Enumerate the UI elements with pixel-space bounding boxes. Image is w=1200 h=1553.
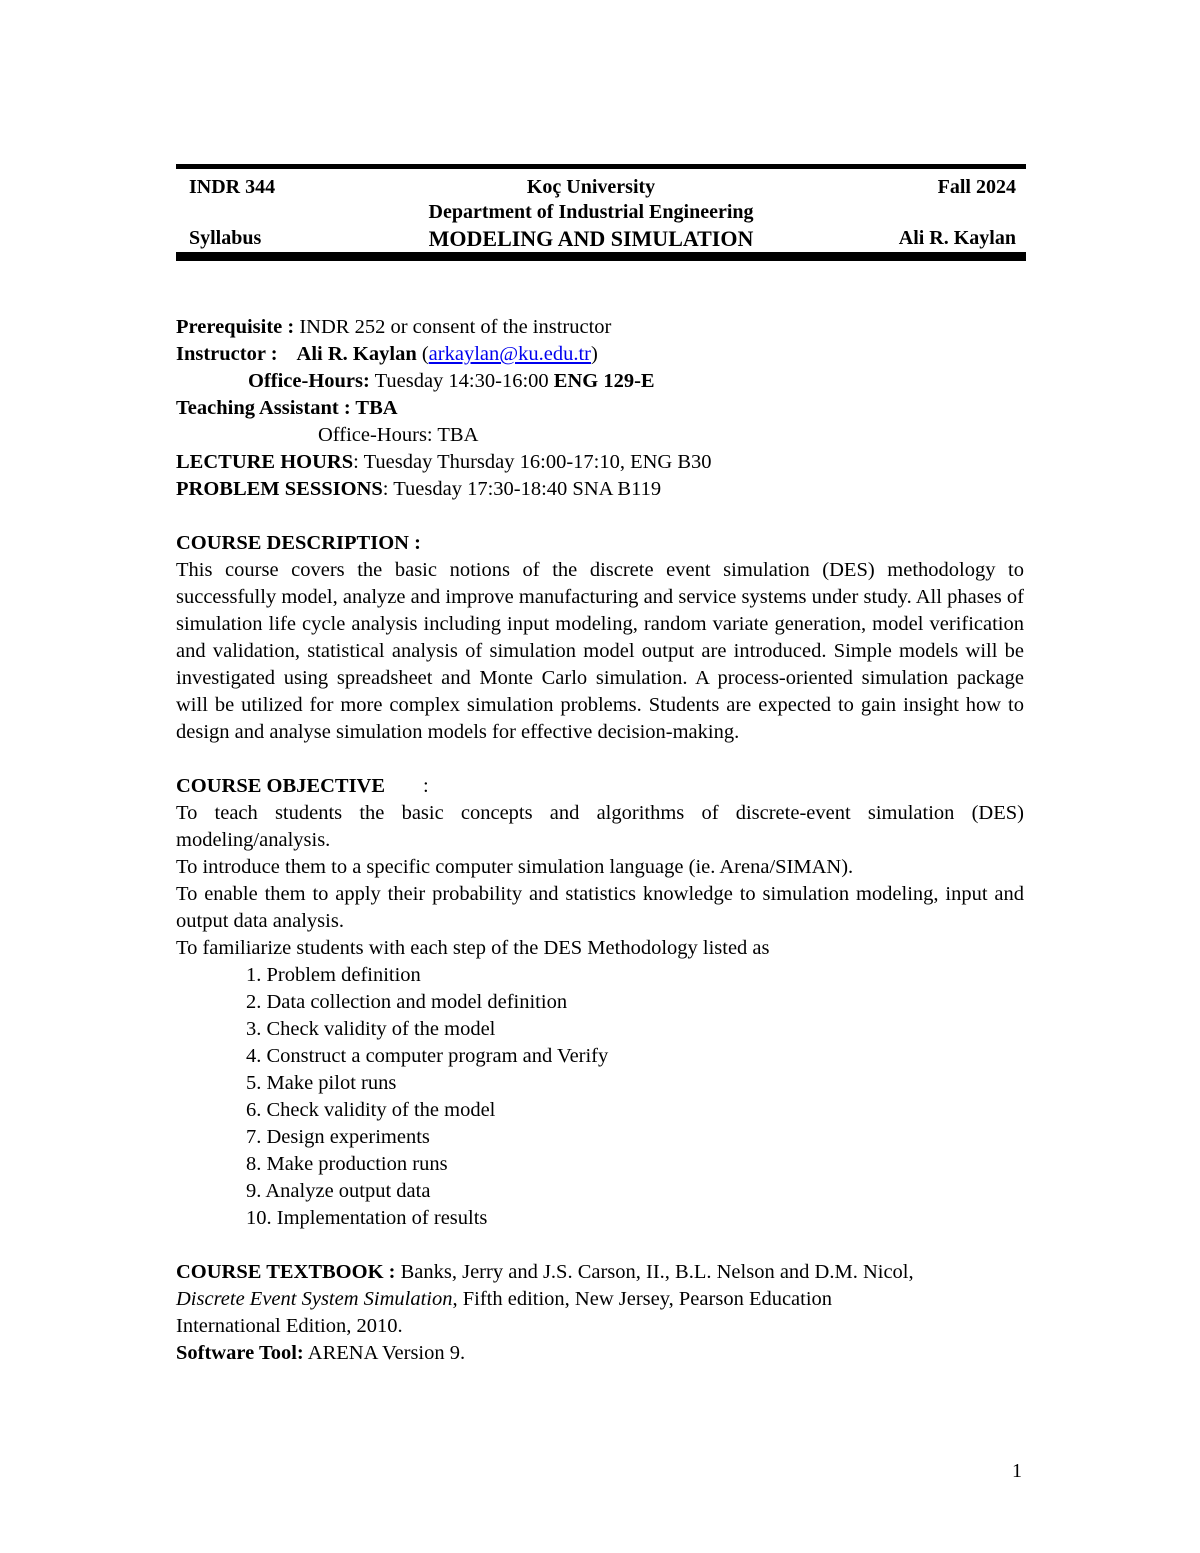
syllabus-header [176,164,1026,262]
textbook-title: Discrete Event System Simulation [176,1288,453,1310]
instructor-line: Instructor : Ali R. Kaylan (arkaylan@ku.edu.tr) [176,343,598,365]
list-item: 5. Make pilot runs [246,1072,397,1094]
objective-paragraph-3: To enable them to apply their probability and statistics knowledge to simulation modeling, input and output data analysis. [176,883,1024,932]
textbook-edition: , Fifth edition, New Jersey, Pearson Education [452,1288,833,1310]
textbook-line-2 [176,1286,1024,1313]
list-item: 10. Implementation of results [246,1207,488,1229]
des-methodology-steps [176,962,1024,1232]
textbook-label: COURSE TEXTBOOK : [176,1261,396,1283]
prerequisite-value: INDR 252 or consent of the instructor [294,316,612,338]
instructor-name: Ali R. Kaylan [296,343,417,365]
problem-sessions-value: : Tuesday 17:30-18:40 SNA B119 [382,478,662,500]
header-instructor: Ali R. Kaylan [898,227,1016,249]
course-objective-colon: : [423,775,429,797]
lecture-hours-line [176,449,1024,476]
document-type: Syllabus [189,227,262,249]
list-item: 8. Make production runs [246,1153,448,1175]
objective-paragraph-1: To teach students the basic concepts and algorithms of discrete-event simulation (DES) modeling/analysis. [176,802,1024,851]
list-item: 3. Check validity of the model [246,1018,496,1040]
university-name: Koç University [526,176,656,198]
textbook-line-1 [176,1259,1024,1286]
software-tool-line [176,1340,1024,1367]
course-code: INDR 344 [189,176,276,198]
textbook-authors: Banks, Jerry and J.S. Carson, II., B.L. Nelson and D.M. Nicol, [395,1261,914,1283]
header-bottom-rule [176,252,1026,261]
list-item: 2. Data collection and model definition [246,991,568,1013]
lecture-hours-label: LECTURE HOURS [176,451,354,473]
course-title: MODELING AND SIMULATION [428,226,754,251]
objective-paragraph-4: To familiarize students with each step of the DES Methodology listed as [176,937,770,959]
textbook-line-3: International Edition, 2010. [176,1315,403,1337]
ta-office-hours-line [176,422,1024,449]
header-top-rule [176,164,1026,169]
course-description-text: This course covers the basic notions of the discrete event simulation (DES) methodology to successfully model, analyze and improve manufacturing and service systems under study. All phases of simulation life cycle analysis including input modeling, random variate generation, model verification and validation, statistical analysis of simulation model output are introduced. Simple models will be investigated using spreadsheet and Monte Carlo simulation. A process-oriented simulation package will be utilized for more complex simulation problems. Students are expected to gain insight how to design and analyse simulation models for effective decision-making. [176,559,1024,743]
instructor-label: Instructor : [176,343,278,365]
page-number: 1 [1012,1460,1022,1482]
ta-office-hours-label: Office-Hours: [318,424,433,446]
software-tool-value: ARENA Version 9. [303,1342,466,1364]
office-room: ENG 129-E [553,370,655,392]
syllabus-body [176,314,1024,1367]
list-item: 9. Analyze output data [246,1180,431,1202]
prerequisite-line [176,314,1024,341]
course-objective-heading: COURSE OBJECTIVE [176,775,386,797]
problem-sessions-label: PROBLEM SESSIONS [176,478,383,500]
course-description-heading: COURSE DESCRIPTION : [176,532,421,554]
objective-paragraph-2: To introduce them to a specific computer simulation language (ie. Arena/SIMAN). [176,856,854,878]
term: Fall 2024 [937,176,1016,198]
problem-sessions-line [176,476,1024,503]
list-item: 4. Construct a computer program and Verify [246,1045,609,1067]
ta-office-hours-value: TBA [432,424,479,446]
office-hours-line [176,368,1024,395]
prerequisite-label: Prerequisite : [176,316,295,338]
instructor-email-link[interactable]: arkaylan@ku.edu.tr [428,343,591,365]
department-name: Department of Industrial Engineering [428,201,754,223]
list-item: 1. Problem definition [246,964,421,986]
list-item: 6. Check validity of the model [246,1099,496,1121]
lecture-hours-value: : Tuesday Thursday 16:00-17:10, ENG B30 [353,451,712,473]
office-hours-label: Office-Hours: [248,370,370,392]
course-objective-heading-line [176,773,1024,800]
office-hours-value: Tuesday 14:30-16:00 [369,370,554,392]
list-item: 7. Design experiments [246,1126,430,1148]
software-tool-label: Software Tool: [176,1342,304,1364]
teaching-assistant-line: Teaching Assistant : TBA [176,397,398,419]
